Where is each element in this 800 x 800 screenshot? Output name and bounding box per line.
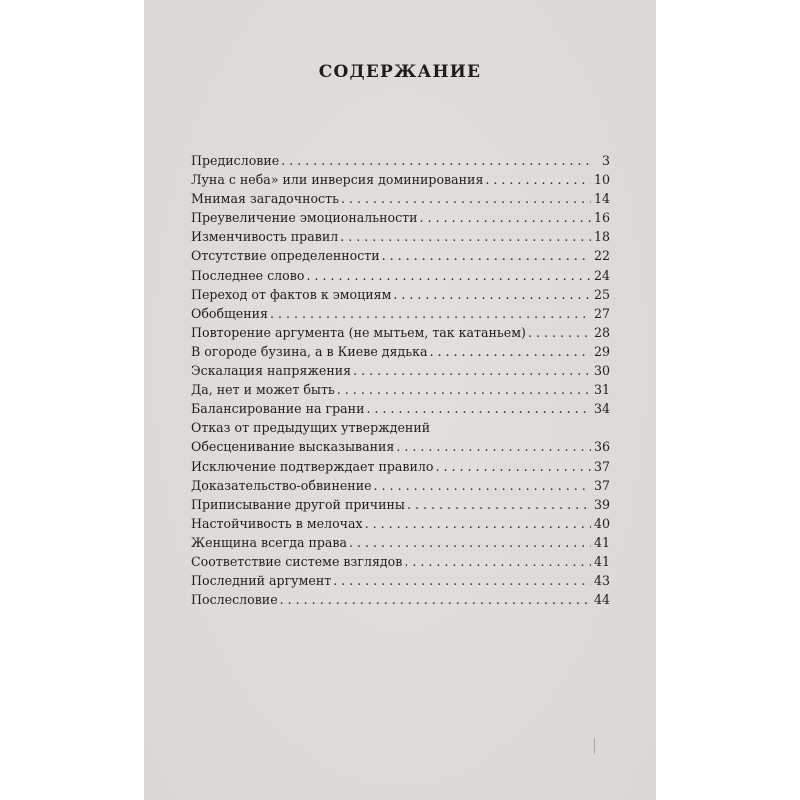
toc-leader-dots (340, 229, 591, 244)
toc-entry-page: 40 (593, 515, 610, 531)
toc-entry-title: Приписывание другой причины (191, 496, 405, 512)
toc-leader-dots (341, 191, 591, 206)
toc-entry-title: В огороде бузина, а в Киеве дядька (191, 343, 428, 359)
toc-entry-page: 27 (593, 305, 610, 321)
toc-entry (191, 459, 610, 478)
toc-entry (191, 325, 610, 344)
toc-entry (191, 554, 610, 573)
toc-entry-title: Обобщения (191, 305, 268, 321)
toc-entry (191, 172, 610, 191)
toc-entry-title: Обесценивание высказывания (191, 439, 395, 455)
toc-leader-dots (366, 401, 591, 416)
toc-entry-page: 36 (593, 439, 610, 455)
toc-leader-dots (374, 478, 591, 493)
toc-entry (191, 478, 610, 497)
toc-leader-dots (528, 325, 591, 340)
toc-leader-dots (306, 268, 591, 283)
toc-leader-dots (270, 306, 591, 321)
toc-leader-dots (396, 439, 591, 454)
toc-entry-page: 30 (593, 363, 610, 379)
toc-leader-dots (485, 172, 591, 187)
toc-entry (191, 268, 610, 287)
toc-entry-page: 16 (593, 210, 610, 226)
toc-leader-dots (280, 592, 591, 607)
toc-entry-title: Отсутствие определенности (191, 248, 380, 264)
toc-entry (191, 229, 610, 248)
toc-leader-dots (393, 287, 591, 302)
page-edge-mark (594, 738, 595, 754)
toc-entry-title: Последний аргумент (191, 573, 332, 589)
toc-leader-dots (436, 459, 591, 474)
toc-entry (191, 287, 610, 306)
toc-entry (191, 363, 610, 382)
toc-entry-page: 39 (593, 496, 610, 512)
toc-entry (191, 153, 610, 172)
toc-entry (191, 191, 610, 210)
toc-entry (191, 344, 610, 363)
toc-entry-page: 31 (593, 382, 610, 398)
toc-entry-page: 22 (593, 248, 610, 264)
toc-entry (191, 516, 610, 535)
toc-entry-page: 34 (593, 401, 610, 417)
toc-entry-title: Изменчивость правил (191, 229, 339, 245)
toc-entry-title: Переход от фактов к эмоциям (191, 286, 392, 302)
toc-leader-dots (365, 516, 591, 531)
toc-entry-page: 24 (593, 267, 610, 283)
toc-leader-dots (333, 573, 591, 588)
toc-entry (191, 497, 610, 516)
toc-leader-dots (382, 248, 591, 263)
toc-entry-page: 25 (593, 286, 610, 302)
toc-entry-page: 18 (593, 229, 610, 245)
toc-entry-title: Мнимая загадочность (191, 191, 339, 207)
toc-entry-page: 41 (593, 534, 610, 550)
toc-entry-title: Преувеличение эмоциональности (191, 210, 418, 226)
toc-entry (191, 573, 610, 592)
toc-entry-page: 29 (593, 343, 610, 359)
toc-entry (191, 592, 610, 611)
toc-entry-page: 3 (601, 153, 610, 168)
toc-entry (191, 306, 610, 325)
page-title: СОДЕРЖАНИЕ (318, 62, 482, 82)
toc-entry (191, 401, 610, 420)
toc-entry-title: Отказ от предыдущих утверждений (191, 420, 431, 436)
toc-entry-page: 43 (593, 573, 610, 589)
toc-leader-dots (281, 153, 593, 168)
toc-entry-title: Послесловие (191, 592, 278, 608)
toc-leader-dots (429, 344, 590, 359)
toc-entry-title: Настойчивость в мелочах (191, 515, 363, 531)
toc-entry-page: 37 (593, 477, 610, 493)
toc-entry (191, 439, 610, 458)
toc-entry-page: 28 (593, 324, 610, 340)
toc-leader-dots (353, 363, 591, 378)
toc-leader-dots (407, 497, 591, 512)
toc-entry-page: 10 (593, 172, 610, 188)
toc-entry (191, 210, 610, 229)
toc-entry-title: Исключение подтверждает правило (191, 458, 434, 474)
toc-entry-page: 37 (593, 458, 610, 474)
toc-entry-page: 14 (593, 191, 610, 207)
toc-entry-page: 41 (593, 553, 610, 569)
toc-entry (191, 420, 610, 439)
toc-entry-title: Да, нет и может быть (191, 382, 335, 398)
toc-entry-title: Женщина всегда права (191, 534, 348, 550)
table-of-contents (191, 153, 610, 611)
toc-leader-dots (420, 210, 591, 225)
toc-entry-title: Балансирование на грани (191, 401, 365, 417)
toc-entry (191, 248, 610, 267)
toc-entry-title: Повторение аргумента (не мытьем, так катаньем) (191, 324, 526, 340)
book-page (144, 0, 656, 800)
toc-leader-dots (404, 554, 591, 569)
toc-entry-title: Последнее слово (191, 267, 305, 283)
toc-leader-dots (337, 382, 591, 397)
toc-entry-title: Соответствие системе взглядов (191, 553, 403, 569)
toc-entry-title: Предисловие (191, 153, 280, 168)
toc-entry-title: Доказательство-обвинение (191, 477, 372, 493)
toc-entry (191, 382, 610, 401)
toc-entry-page: 44 (593, 592, 610, 608)
toc-entry (191, 535, 610, 554)
toc-entry-title: Эскалация напряжения (191, 363, 352, 379)
toc-leader-dots (349, 535, 591, 550)
toc-entry-title: Луна с неба» или инверсия доминирования (191, 172, 484, 188)
